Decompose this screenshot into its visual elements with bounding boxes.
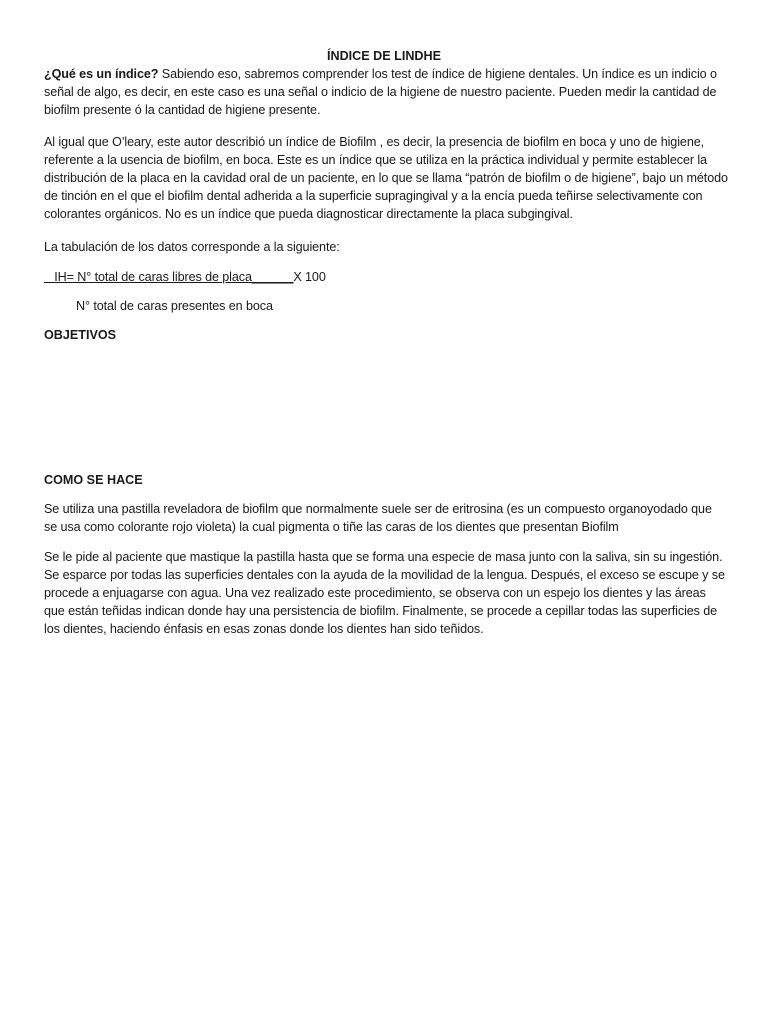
formula-numerator-line bbox=[44, 268, 728, 286]
como-se-hace-heading: COMO SE HACE bbox=[44, 473, 143, 487]
paragraph-como-1: Se utiliza una pastilla reveladora de biofilm que normalmente suele ser de eritrosina (es un compuesto organoyodado que se usa como colorante rojo violeta) la cual pigmenta o tiñe las caras de los dientes que presentan Biofilm bbox=[44, 502, 712, 534]
paragraph-lindhe-description: Al igual que O’leary, este autor describió un índice de Biofilm , es decir, la presencia de biofilm en boca y uno de higiene, referente a la usencia de biofilm, en boca. Este es un índice que se utiliza en la práctica individual y permite establecer la distribución de la placa en la cavidad oral de un paciente, en lo que se llama “patrón de biofilm o de higiene”, bajo un método de tinción en el que el biofilm dental adherida a la superficie supragingival y a la encía pueda teñirse selectivamente con colorantes orgánicos. No es un índice que pueda diagnosticar directamente la placa subgingival. bbox=[44, 135, 728, 221]
formula-multiplier: X 100 bbox=[293, 270, 326, 284]
formula-denominator: N° total de caras presentes en boca bbox=[76, 299, 273, 313]
intro-text: Sabiendo eso, sabremos comprender los test de índice de higiene dentales. Un índice es un indicio o señal de algo, es decir, en este caso es una señal o indicio de la higiene de nuestro paciente. Pueden medir la cantidad de biofilm presente ó la cantidad de higiene presente. bbox=[44, 67, 717, 117]
tabulation-intro: La tabulación de los datos corresponde a la siguiente: bbox=[44, 240, 340, 254]
document-title: ÍNDICE DE LINDHE bbox=[326, 49, 442, 63]
objetivos-heading: OBJETIVOS bbox=[44, 328, 117, 342]
intro-question: ¿Qué es un índice? bbox=[44, 67, 159, 81]
intro-paragraph bbox=[44, 65, 728, 119]
paragraph-como-2: Se le pide al paciente que mastique la pastilla hasta que se forma una especie de masa junto con la saliva, sin su ingestión. Se esparce por todas las superficies dentales con la ayuda de la movilidad de la lengua. Después, el exceso se escupe y se procede a enjuagarse con agua. Una vez realizado este procedimiento, se observa con un espejo los dientes y las áreas que están teñidas indican donde hay una persistencia de biofilm. Finalmente, se procede a cepillar todas las superficies de los dientes, haciendo énfasis en esas zonas donde los dientes han sido teñidos. bbox=[44, 550, 725, 636]
formula-numerator: IH= N° total de caras libres de placa______ bbox=[44, 270, 294, 284]
